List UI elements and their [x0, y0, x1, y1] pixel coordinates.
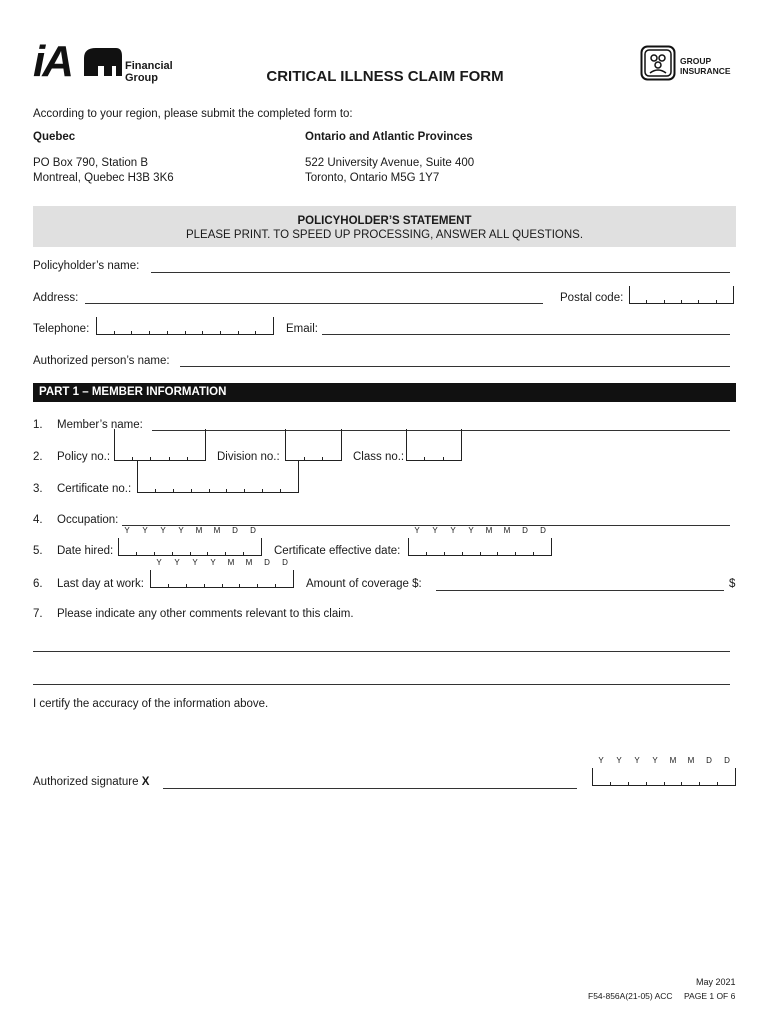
date-letter: D: [706, 756, 712, 765]
q3-number: 3.: [33, 483, 43, 495]
footer-page-number: PAGE 1 OF 6: [684, 991, 736, 1001]
authorized-person-label: Authorized person’s name:: [33, 355, 170, 367]
date-letter: Y: [616, 756, 622, 765]
certificate-no-field[interactable]: [137, 461, 299, 493]
signature-x-mark: X: [141, 776, 150, 788]
date-letter: D: [250, 526, 256, 535]
date-letter: Y: [432, 526, 438, 535]
comments-label: Please indicate any other comments relevant to this claim.: [57, 608, 354, 620]
signature-date-format: [592, 756, 736, 765]
q6-number: 6.: [33, 578, 43, 590]
date-letter: Y: [156, 558, 162, 567]
address-field[interactable]: [85, 303, 543, 304]
date-hired-label: Date hired:: [57, 545, 114, 557]
authorized-person-field[interactable]: [180, 366, 730, 367]
division-no-field[interactable]: [285, 429, 342, 461]
intro-text: According to your region, please submit the completed form to:: [33, 108, 353, 120]
date-hired-format: [118, 526, 262, 535]
ontario-heading: Ontario and Atlantic Provinces: [305, 131, 473, 143]
date-letter: Y: [124, 526, 130, 535]
date-letter: M: [485, 526, 493, 535]
occupation-label: Occupation:: [57, 514, 119, 526]
signature-field[interactable]: [163, 788, 577, 789]
signature-date-field[interactable]: [592, 768, 736, 786]
q1-number: 1.: [33, 419, 43, 431]
q5-number: 5.: [33, 545, 43, 557]
date-letter: Y: [142, 526, 148, 535]
quebec-line1: PO Box 790, Station B: [33, 157, 149, 169]
date-letter: Y: [634, 756, 640, 765]
date-letter: M: [195, 526, 203, 535]
date-letter: Y: [414, 526, 420, 535]
amount-coverage-field[interactable]: [436, 590, 724, 591]
policyholder-name-label: Policyholder’s name:: [33, 260, 140, 272]
date-letter: M: [213, 526, 221, 535]
comments-line-2[interactable]: [33, 684, 730, 685]
date-letter: Y: [598, 756, 604, 765]
certificate-effective-field[interactable]: [408, 538, 552, 556]
date-letter: Y: [192, 558, 198, 567]
logo-financial-text: Financial: [125, 60, 173, 72]
group-insurance-icon: [640, 45, 676, 81]
date-letter: Y: [160, 526, 166, 535]
date-letter: Y: [468, 526, 474, 535]
date-letter: M: [227, 558, 235, 567]
group-label: GROUP: [680, 56, 712, 66]
footer-date: May 2021: [696, 977, 736, 987]
q2-number: 2.: [33, 451, 43, 463]
date-letter: Y: [174, 558, 180, 567]
email-label: Email:: [286, 323, 318, 335]
form-title: CRITICAL ILLNESS CLAIM FORM: [266, 68, 504, 85]
ontario-line1: 522 University Avenue, Suite 400: [305, 157, 475, 169]
policy-no-label: Policy no.:: [57, 451, 111, 463]
signature-label-text: Authorized signature: [33, 776, 139, 788]
division-no-label: Division no.:: [217, 451, 280, 463]
q4-number: 4.: [33, 514, 43, 526]
date-letter: Y: [450, 526, 456, 535]
date-letter: D: [232, 526, 238, 535]
date-letter: M: [245, 558, 253, 567]
footer-form-code: F54-856A(21-05) ACC: [588, 991, 673, 1001]
statement-subtitle: PLEASE PRINT. TO SPEED UP PROCESSING, ANSWER ALL QUESTIONS.: [185, 229, 584, 241]
statement-band: [33, 206, 736, 247]
address-label: Address:: [33, 292, 79, 304]
class-no-field[interactable]: [406, 429, 462, 461]
last-day-label: Last day at work:: [57, 578, 144, 590]
comments-line-1[interactable]: [33, 651, 730, 652]
telephone-label: Telephone:: [33, 323, 90, 335]
postal-code-label: Postal code:: [560, 292, 624, 304]
certificate-no-label: Certificate no.:: [57, 483, 132, 495]
signature-label: [33, 776, 149, 788]
date-letter: D: [540, 526, 546, 535]
insurance-label: INSURANCE: [680, 66, 731, 76]
effective-date-format: [408, 526, 552, 535]
ontario-line2: Toronto, Ontario M5G 1Y7: [305, 172, 440, 184]
date-hired-field[interactable]: [118, 538, 262, 556]
date-letter: M: [687, 756, 695, 765]
date-letter: Y: [210, 558, 216, 567]
logo-group-text: Group: [125, 72, 158, 84]
logo-ia-text: iA: [33, 37, 71, 86]
date-letter: M: [669, 756, 677, 765]
member-name-label: Member’s name:: [57, 419, 143, 431]
amount-coverage-label: Amount of coverage $:: [306, 578, 422, 590]
email-field[interactable]: [322, 334, 730, 335]
last-day-field[interactable]: [150, 570, 294, 588]
policyholder-name-field[interactable]: [151, 272, 730, 273]
certificate-effective-label: Certificate effective date:: [274, 545, 401, 557]
q7-number: 7.: [33, 608, 43, 620]
date-letter: D: [724, 756, 730, 765]
quebec-line2: Montreal, Quebec H3B 3K6: [33, 172, 174, 184]
part1-heading: PART 1 – MEMBER INFORMATION: [33, 383, 736, 402]
statement-title: POLICYHOLDER’S STATEMENT: [297, 215, 472, 227]
group-insurance-label: [680, 56, 731, 76]
certify-text: I certify the accuracy of the information above.: [33, 698, 269, 710]
policy-no-field[interactable]: [114, 429, 206, 461]
postal-code-field[interactable]: [629, 286, 734, 304]
class-no-label: Class no.:: [353, 451, 405, 463]
telephone-field[interactable]: [96, 317, 274, 335]
date-letter: D: [282, 558, 288, 567]
date-letter: D: [522, 526, 528, 535]
date-letter: Y: [178, 526, 184, 535]
date-letter: D: [264, 558, 270, 567]
quebec-heading: Quebec: [33, 131, 76, 143]
date-letter: M: [503, 526, 511, 535]
date-letter: Y: [652, 756, 658, 765]
dollar-sign: $: [729, 578, 736, 590]
last-day-format: [150, 558, 294, 567]
